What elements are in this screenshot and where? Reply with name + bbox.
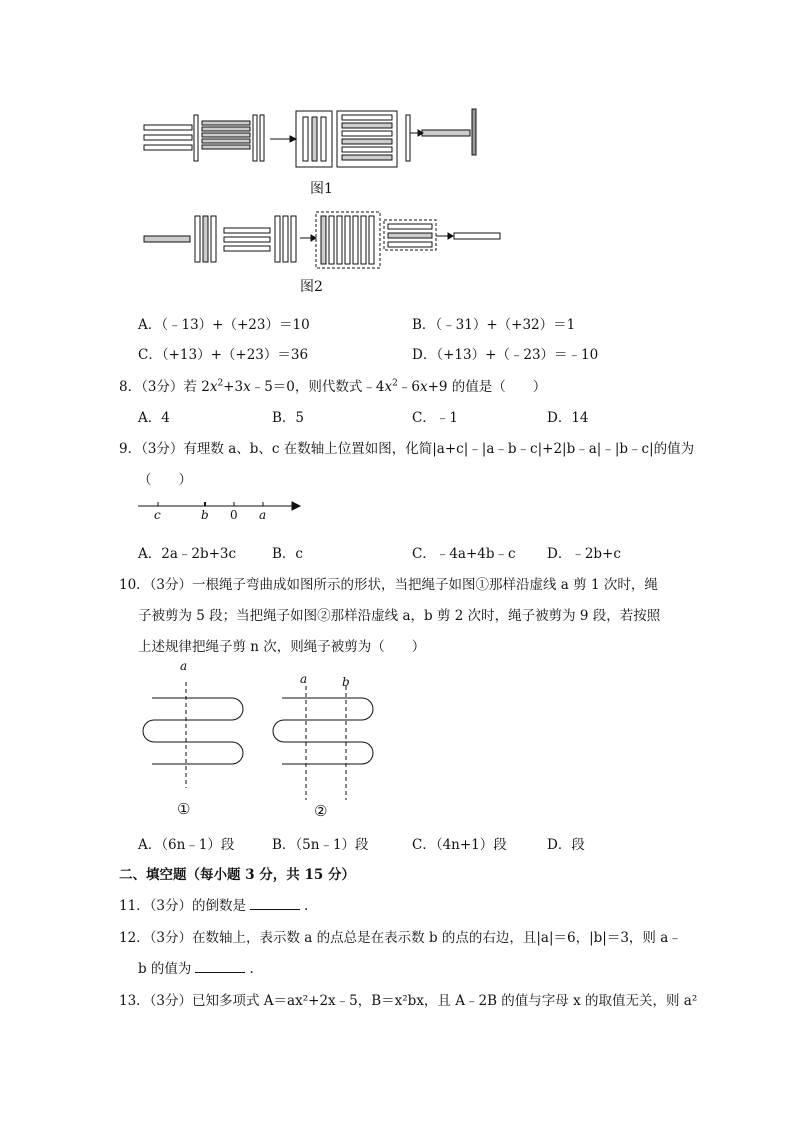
figure-1-caption: 图1	[310, 181, 333, 197]
q10-line-1: 10．（3分）一根绳子弯曲成如图所示的形状，当把绳子如图①那样沿虚线 a 剪 1 次时，绳	[119, 577, 658, 593]
q10-option-a: A．（6n﹣1）段	[138, 837, 235, 853]
q11-answer-blank[interactable]	[250, 897, 300, 910]
q9-option-b: B．c	[272, 546, 303, 562]
q9-option-c: C．﹣4a+4b﹣c	[412, 546, 516, 562]
q12-line-2: b 的值为 .	[138, 961, 254, 977]
q9-option-a: A．2a﹣2b+3c	[138, 546, 237, 562]
q9-option-d: D．﹣2b+c	[547, 546, 621, 562]
axis-label-c: c	[154, 508, 161, 522]
q8-option-d: D．14	[547, 410, 589, 426]
rope2-label-a: a	[300, 672, 308, 686]
q10-option-d: D．段	[547, 837, 585, 853]
axis-label-zero: 0	[230, 508, 238, 522]
q8-option-b: B．5	[272, 410, 305, 426]
rope2-caption: ②	[314, 802, 328, 820]
axis-label-b: b	[201, 508, 209, 522]
q9-paren: （ ）	[138, 472, 192, 488]
figure-2	[140, 208, 510, 274]
q10-rope-figure-2	[270, 682, 385, 812]
q8-option-c: C．﹣1	[412, 410, 458, 426]
q10-option-c: C．（4n+1）段	[412, 837, 507, 853]
q10-option-b: B．（5n﹣1）段	[272, 837, 369, 853]
q9-stem: 9．（3分）有理数 a、b、c 在数轴上位置如图，化简|a+c|﹣|a﹣b﹣c|+2|b﹣a|﹣|b﹣c|的值为	[119, 441, 695, 457]
rope1-caption: ①	[177, 800, 191, 818]
axis-label-a: a	[259, 508, 267, 522]
q8-stem: 8．（3分）若 $2x^2+3x﹣5=0$，则代数式$﹣4x^2﹣6x+9$ 的值是（ ）	[119, 378, 547, 395]
q11-stem: 11．（3分）的倒数是 .	[119, 898, 309, 914]
q7-option-c: C．（+13）+（+23）＝36	[138, 347, 309, 363]
section-2-heading: 二、填空题（每小题 3 分，共 15 分）	[119, 867, 355, 883]
q12-answer-blank[interactable]	[195, 960, 245, 973]
q7-option-a: A．（﹣13）+（+23）＝10	[138, 317, 310, 333]
q10-rope-figure-1	[140, 672, 250, 792]
figure-1	[140, 105, 485, 175]
rope2-label-b: b	[342, 675, 350, 689]
figure-2-caption: 图2	[300, 279, 323, 295]
q13-line-1: 13．（3分）已知多项式 A＝ax²+2x﹣5，B＝x²bx，且 A﹣2B 的值与字母 x 的取值无关，则 a²	[119, 993, 698, 1009]
q10-line-2: 子被剪为 5 段；当把绳子如图②那样沿虚线 a，b 剪 2 次时，绳子被剪为 9 段，若按照	[138, 608, 661, 624]
q7-option-b: B．（﹣31）+（+32）＝1	[412, 317, 576, 333]
q10-line-3: 上述规律把绳子剪 n 次，则绳子被剪为（ ）	[138, 639, 426, 655]
q7-option-d: D．（+13）+（﹣23）＝﹣10	[412, 347, 599, 363]
rope1-label-a: a	[180, 659, 188, 673]
q12-line-1: 12．（3分）在数轴上，表示数 a 的点总是在表示数 b 的点的右边，且|a|＝6，|b|＝3，则 a﹣	[119, 930, 682, 946]
q8-option-a: A．4	[138, 410, 170, 426]
